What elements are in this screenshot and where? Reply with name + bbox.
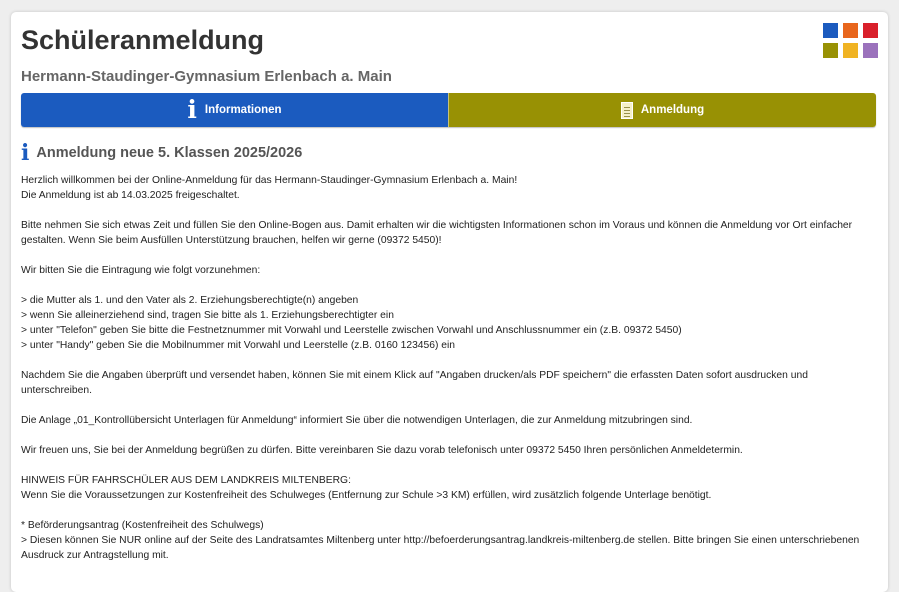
info-line: Die Anlage „01_Kontrollübersicht Unterlagen für Anmeldung“ informiert Sie über die notwendigen Unterlagen, die zur Anmeldung mitzubringen sind. (21, 415, 693, 426)
info-line: > die Mutter als 1. und den Vater als 2. Erziehungsberechtigte(n) angeben (21, 295, 359, 306)
logo-square (863, 23, 878, 38)
info-paragraph (21, 293, 881, 353)
info-line: Bitte nehmen Sie sich etwas Zeit und füllen Sie den Online-Bogen aus. Damit erhalten wir die wichtigsten Informationen schon im Voraus und können die Anmeldung vor Ort einfacher gestalten. Wenn Sie beim Ausfüllen Unterstützung brauchen, helfen wir gerne (09372 5450)! (21, 220, 853, 246)
document-icon (621, 102, 633, 119)
section-heading (21, 140, 303, 166)
info-paragraph (21, 473, 881, 503)
school-logo (823, 23, 878, 58)
info-line: Nachdem Sie die Angaben überprüft und versendet haben, können Sie mit einem Klick auf "Angaben drucken/als PDF speichern" die erfassten Daten sofort ausdrucken und unterschreiben. (21, 370, 808, 396)
info-paragraph (21, 413, 881, 428)
main-card (11, 12, 888, 592)
info-line: > wenn Sie alleinerziehend sind, tragen Sie bitte als 1. Erziehungsberechtigter ein (21, 310, 394, 321)
logo-square (843, 43, 858, 58)
tab-label: Anmeldung (640, 104, 705, 116)
info-line: > unter "Telefon" geben Sie bitte die Festnetznummer mit Vorwahl und Leerstelle zwischen Vorwahl und Anschlussnummer ein (z.B. 09372 5450) (21, 325, 682, 336)
info-line: Wir bitten Sie die Eintragung wie folgt vorzunehmen: (21, 265, 261, 276)
section-title: Anmeldung neue 5. Klassen 2025/2026 (36, 145, 303, 161)
page-title: Schüleranmeldung (21, 25, 265, 55)
info-line: HINWEIS FÜR FAHRSCHÜLER AUS DEM LANDKREIS MILTENBERG: (21, 475, 351, 486)
logo-square (823, 43, 838, 58)
nav-tabs (21, 93, 876, 127)
info-line: Herzlich willkommen bei der Online-Anmeldung für das Hermann-Staudinger-Gymnasium Erlenbach a. Main! (21, 175, 518, 186)
logo-square (843, 23, 858, 38)
info-line: Wenn Sie die Voraussetzungen zur Kostenfreiheit des Schulweges (Entfernung zur Schule >3 KM) erfüllen, wird zusätzlich folgende Unterlage benötigt. (21, 490, 712, 501)
school-name: Hermann-Staudinger-Gymnasium Erlenbach a. Main (21, 68, 392, 85)
info-paragraph (21, 218, 881, 248)
info-line: > unter "Handy" geben Sie die Mobilnummer mit Vorwahl und Leerstelle (z.B. 0160 123456) ein (21, 340, 456, 351)
logo-square (823, 23, 838, 38)
info-paragraph (21, 368, 881, 398)
logo-square (863, 43, 878, 58)
info-icon: i (187, 95, 197, 124)
info-paragraph (21, 443, 881, 458)
tab-label: Informationen (204, 104, 282, 116)
info-paragraph (21, 263, 881, 278)
info-line: > Diesen können Sie NUR online auf der Seite des Landratsamtes Miltenberg unter http://befoerderungsantrag.landkreis-miltenberg.de stellen. Bitte bringen Sie einen unterschriebenen Ausdruck zur Antragstellung mit. (21, 535, 860, 561)
info-line: * Beförderungsantrag (Kostenfreiheit des Schulwegs) (21, 520, 264, 531)
info-text (21, 173, 881, 578)
info-line: Wir freuen uns, Sie bei der Anmeldung begrüßen zu dürfen. Bitte vereinbaren Sie dazu vorab telefonisch unter 09372 5450 Ihren persönlichen Anmeldetermin. (21, 445, 743, 456)
tab-informationen[interactable] (21, 93, 448, 127)
info-paragraph (21, 173, 881, 203)
tab-anmeldung[interactable] (448, 93, 876, 127)
info-paragraph (21, 518, 881, 563)
info-icon: i (21, 140, 30, 166)
info-line: Die Anmeldung ist ab 14.03.2025 freigeschaltet. (21, 190, 240, 201)
